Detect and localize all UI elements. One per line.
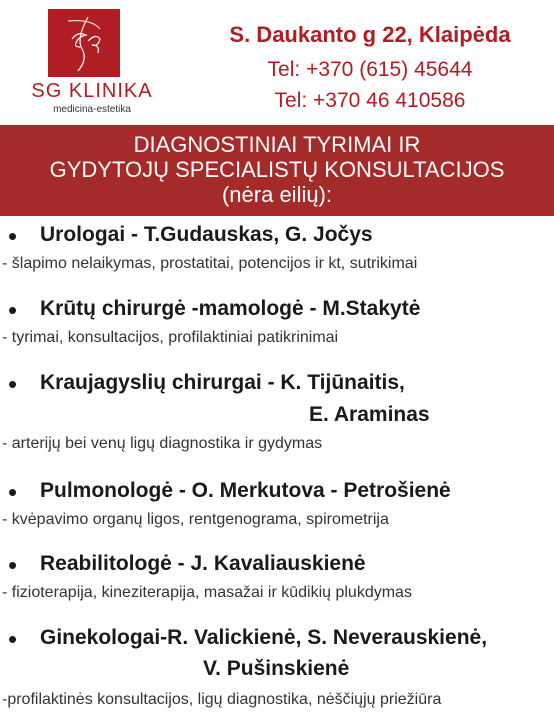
bullet-icon: • bbox=[8, 295, 18, 325]
logo-tagline: medicina-estetika bbox=[53, 104, 131, 115]
service-name: Urologai - T.Gudauskas, G. Jočys bbox=[40, 223, 373, 246]
service-description: -profilaktinės konsultacijos, ligų diagnostika, nėščiųjų priežiūra bbox=[2, 691, 442, 708]
banner-line-1: DIAGNOSTINIAI TYRIMAI IR bbox=[133, 132, 421, 157]
banner-line-2: GYDYTOJŲ SPECIALISTŲ KONSULTACIJOS bbox=[49, 157, 505, 182]
bullet-icon: • bbox=[8, 550, 18, 580]
service-description: - tyrimai, konsultacijos, profilaktiniai patikrinimai bbox=[2, 329, 339, 346]
service-name-line-2: V. Pušinskienė bbox=[203, 657, 350, 680]
service-name: Pulmonologė - O. Merkutova - Petrošienė bbox=[40, 479, 451, 502]
service-description: - arterijų bei venų ligų diagnostika ir gydymas bbox=[2, 435, 323, 452]
service-name: Krūtų chirurgė -mamologė - M.Stakytė bbox=[40, 297, 421, 320]
phone-number-1[interactable]: Tel: +370 (615) 45644 bbox=[267, 58, 473, 81]
bullet-icon: • bbox=[8, 221, 18, 251]
service-name: Ginekologai-R. Valickienė, S. Neverauskienė, bbox=[40, 626, 488, 649]
bullet-icon: • bbox=[8, 624, 18, 654]
banner-line-3: (nėra eilių): bbox=[221, 182, 333, 207]
service-description: - fizioterapija, kineziterapija, masažai ir kūdikių plukdymas bbox=[2, 584, 412, 601]
service-name: Reabilitologė - J. Kavaliauskienė bbox=[40, 552, 366, 575]
logo-mark bbox=[48, 9, 120, 77]
service-name: Kraujagyslių chirurgai - K. Tijūnaitis, bbox=[40, 371, 405, 394]
service-name-line-2: E. Araminas bbox=[309, 403, 430, 426]
service-description: - šlapimo nelaikymas, prostatitai, potencijos ir kt, sutrikimai bbox=[2, 255, 418, 272]
title-banner bbox=[0, 125, 554, 216]
bullet-icon: • bbox=[8, 369, 18, 399]
phone-number-2[interactable]: Tel: +370 46 410586 bbox=[274, 89, 466, 112]
logo-name: SG KLINIKA bbox=[31, 80, 153, 102]
service-description: - kvėpavimo organų ligos, rentgenograma, spirometrija bbox=[2, 511, 389, 528]
sg-monogram-icon bbox=[48, 9, 120, 77]
clinic-address: S. Daukanto g 22, Klaipėda bbox=[229, 22, 511, 47]
bullet-icon: • bbox=[8, 477, 18, 507]
